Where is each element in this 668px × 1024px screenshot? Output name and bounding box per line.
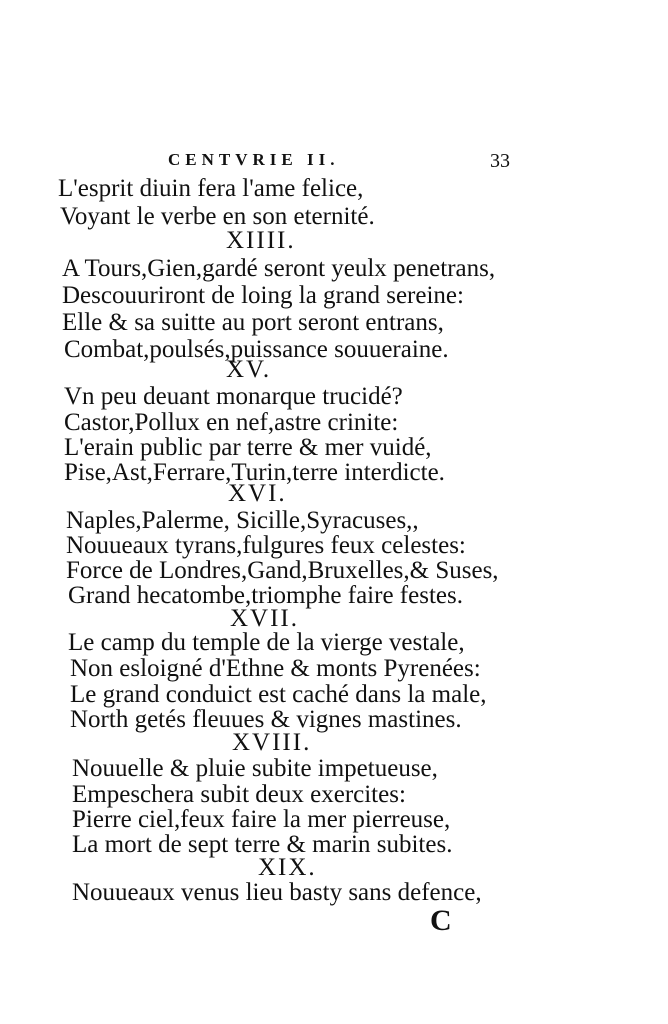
verse-line: Pise,Ast,Ferrare,Turin,terre interdicte. — [64, 459, 445, 486]
quatrain-number: XVI. — [228, 480, 287, 507]
verse-line: Empeschera subit deux exercites: — [72, 781, 406, 808]
verse-line: Nouueaux venus lieu basty sans defence, — [72, 879, 482, 906]
quatrain-number: XVIII. — [232, 729, 312, 756]
verse-line: Nouuelle & pluie subite impetueuse, — [72, 755, 438, 782]
verse-line: Grand hecatombe,triomphe faire festes. — [68, 582, 463, 609]
verse-line: Pierre ciel,feux faire la mer pierreuse, — [72, 806, 451, 833]
verse-line: Castor,Pollux en nef,astre crinite: — [64, 409, 399, 436]
running-head: CENTVRIE II. — [168, 150, 340, 169]
verse-line: Descouuriront de loing la grand sereine: — [62, 282, 464, 309]
verse-line: Elle & sa suitte au port seront entrans, — [62, 309, 444, 336]
verse-line: Le camp du temple de la vierge vestale, — [68, 629, 465, 656]
verse-line: Nouueaux tyrans,fulgures feux celestes: — [66, 532, 466, 559]
verse-line: Naples,Palerme, Sicille,Syracuses,, — [66, 507, 419, 534]
verse-line: L'esprit diuin fera l'ame felice, — [58, 175, 364, 202]
signature-mark: C — [430, 904, 452, 937]
verse-line: L'erain public par terre & mer vuidé, — [64, 434, 432, 461]
verse-line: A Tours,Gien,gardé seront yeulx penetrans, — [62, 255, 496, 282]
verse-line: North getés fleuues & vignes mastines. — [70, 706, 462, 733]
verse-line: Le grand conduict est caché dans la male, — [70, 681, 487, 708]
verse-line: Non esloigné d'Ethne & monts Pyrenées: — [70, 655, 481, 682]
verse-line: Voyant le verbe en son eternité. — [60, 203, 375, 230]
quatrain-number: XVII. — [230, 605, 300, 632]
quatrain-number: XIX. — [258, 854, 317, 881]
quatrain-number: XIIII. — [226, 227, 296, 254]
verse-line: La mort de sept terre & marin subites. — [72, 831, 453, 858]
verse-line: Vn peu deuant monarque trucidé? — [64, 383, 403, 410]
page-number: 33 — [490, 150, 510, 172]
verse-line: Combat,poulsés,puissance souueraine. — [64, 336, 449, 363]
verse-line: Force de Londres,Gand,Bruxelles,& Suses, — [66, 557, 499, 584]
quatrain-number: XV. — [226, 356, 272, 383]
